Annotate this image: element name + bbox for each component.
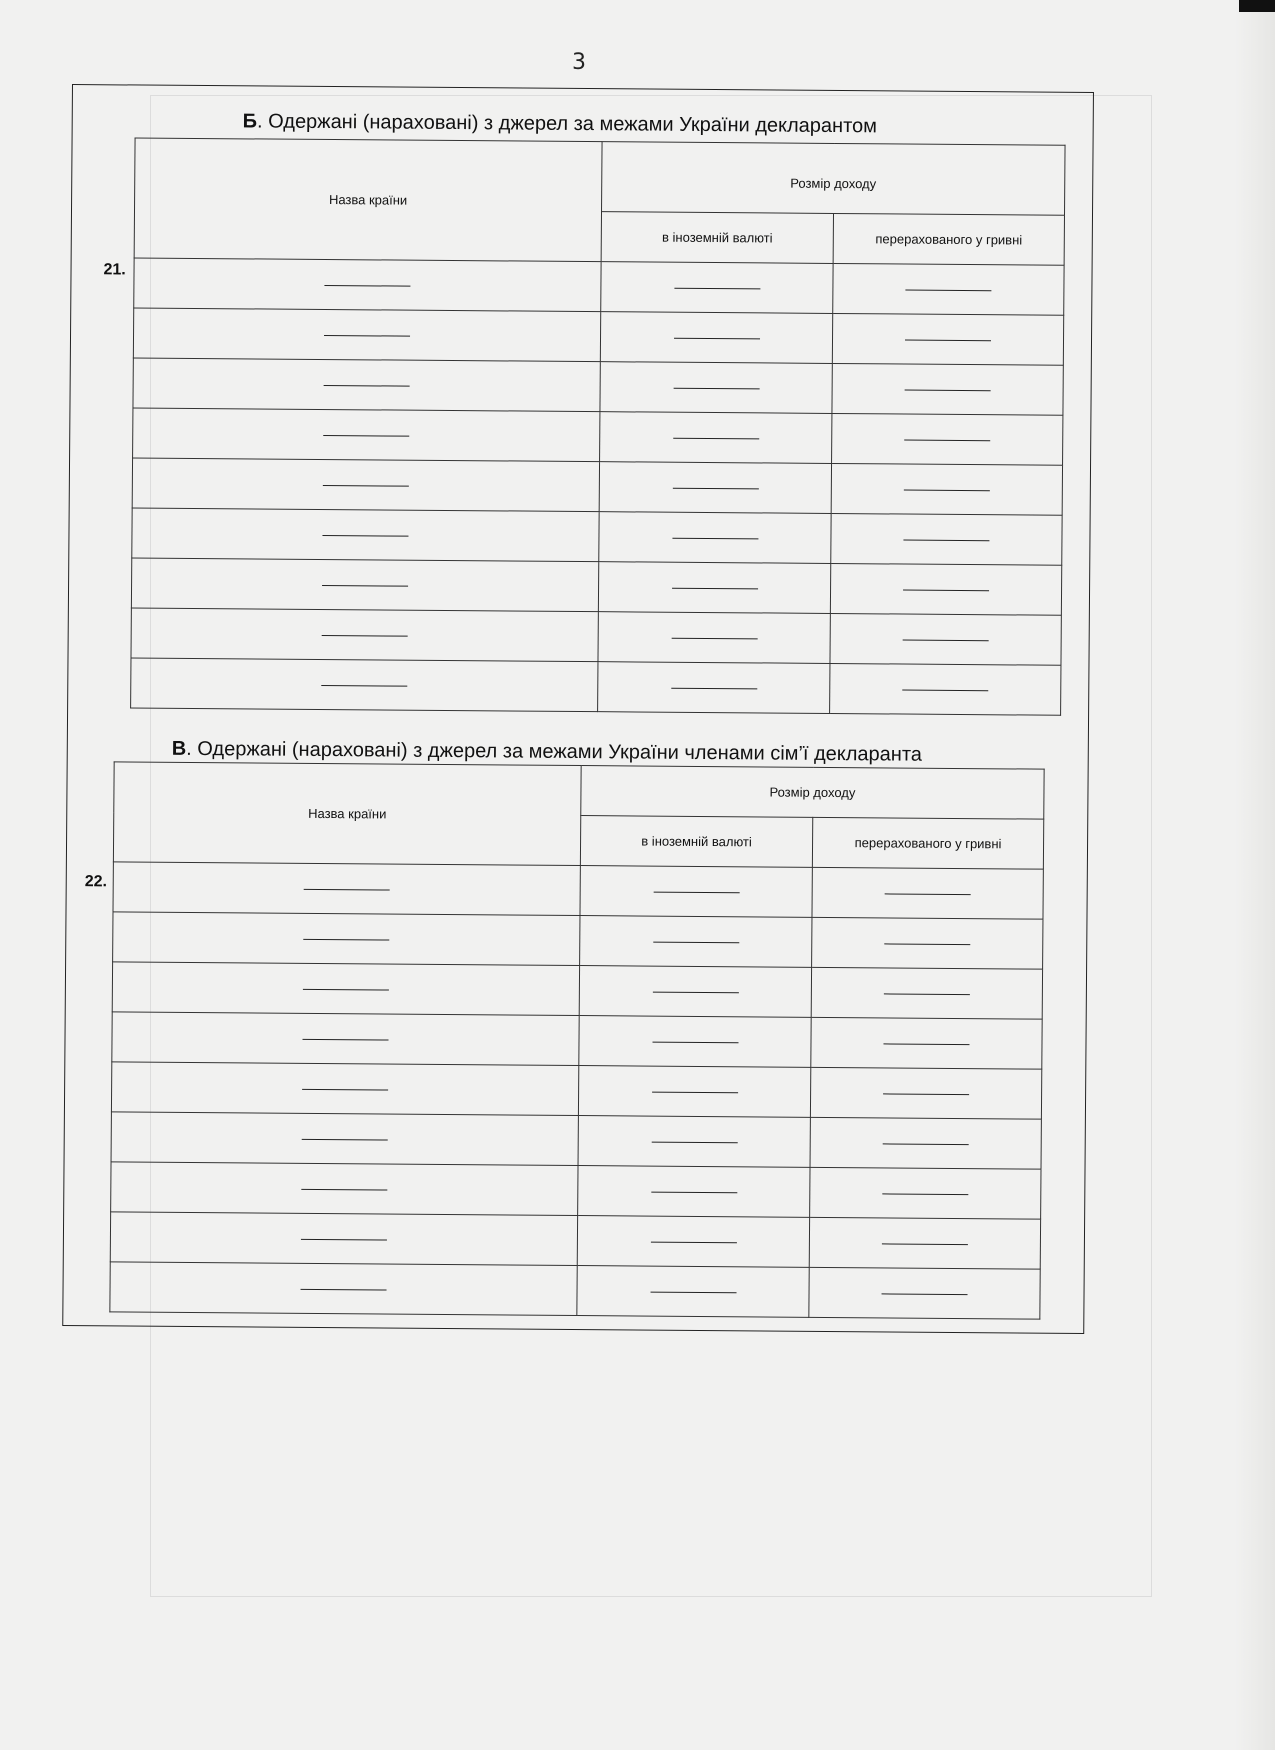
foreign-currency-header: в іноземній валюті [580, 816, 812, 868]
dash-blank [302, 1139, 388, 1141]
uah-cell[interactable] [811, 1017, 1042, 1069]
uah-cell[interactable] [833, 263, 1064, 315]
table-row [113, 912, 1043, 969]
foreign-currency-cell[interactable] [577, 1266, 809, 1318]
dash-blank [904, 490, 990, 492]
foreign-currency-cell[interactable] [598, 612, 830, 664]
uah-header: перерахованого у гривні [812, 817, 1043, 869]
scanner-corner-mark [1239, 0, 1275, 12]
dash-blank [884, 993, 970, 995]
foreign-currency-cell[interactable] [577, 1216, 809, 1268]
dash-blank [672, 588, 758, 590]
dash-blank [303, 939, 389, 941]
foreign-currency-cell[interactable] [600, 412, 832, 464]
country-cell[interactable] [111, 1062, 578, 1116]
country-cell[interactable] [133, 408, 600, 462]
table-row [110, 1262, 1040, 1319]
country-cell[interactable] [110, 1212, 577, 1266]
dash-blank [651, 1142, 737, 1144]
foreign-currency-cell[interactable] [600, 362, 832, 414]
dash-blank [882, 1193, 968, 1195]
foreign-currency-cell[interactable] [579, 1016, 811, 1068]
table-row [133, 308, 1063, 365]
foreign-currency-cell[interactable] [580, 916, 812, 968]
country-cell[interactable] [112, 1012, 579, 1066]
dash-blank [885, 893, 971, 895]
table-row [111, 1162, 1041, 1219]
dash-blank [652, 992, 738, 994]
dash-blank [301, 1239, 387, 1241]
uah-cell[interactable] [809, 1267, 1040, 1319]
dash-blank [882, 1243, 968, 1245]
dash-blank [671, 638, 757, 640]
row-number-22: 22. [84, 873, 108, 891]
country-cell[interactable] [132, 458, 599, 512]
dash-blank [322, 535, 408, 537]
dash-blank [905, 390, 991, 392]
dash-blank [653, 892, 739, 894]
uah-cell[interactable] [832, 313, 1063, 365]
table-row [131, 608, 1061, 665]
section-b-title [243, 110, 877, 138]
dash-blank [323, 435, 409, 437]
dash-blank [301, 1189, 387, 1191]
uah-cell[interactable] [831, 463, 1062, 515]
uah-cell[interactable] [832, 363, 1063, 415]
uah-cell[interactable] [809, 1217, 1040, 1269]
foreign-currency-cell[interactable] [599, 462, 831, 514]
country-cell[interactable] [133, 308, 600, 362]
foreign-currency-cell[interactable] [579, 966, 811, 1018]
dash-blank [905, 340, 991, 342]
dash-blank [905, 290, 991, 292]
dash-blank [650, 1292, 736, 1294]
table-row [112, 1012, 1042, 1069]
dash-blank [671, 688, 757, 690]
dash-blank [322, 585, 408, 587]
country-cell[interactable] [113, 912, 580, 966]
section-v-letter: В [171, 737, 187, 760]
foreign-currency-cell[interactable] [598, 562, 830, 614]
dash-blank [323, 485, 409, 487]
dash-blank [883, 1043, 969, 1045]
dash-blank [884, 943, 970, 945]
uah-cell[interactable] [832, 413, 1063, 465]
uah-cell[interactable] [810, 1167, 1041, 1219]
income-header: Розмір доходу [581, 766, 1044, 820]
country-header: Назва країни [113, 762, 581, 866]
foreign-currency-cell[interactable] [580, 866, 812, 918]
uah-cell[interactable] [831, 513, 1062, 565]
table-row [132, 508, 1062, 565]
table-row [112, 962, 1042, 1019]
dash-blank [301, 1289, 387, 1291]
country-cell[interactable] [111, 1112, 578, 1166]
dash-blank [674, 288, 760, 290]
section-v-title-text: . Одержані (нараховані) з джерел за межами України членами сім’ї декларанта [186, 737, 923, 766]
dash-blank [303, 989, 389, 991]
uah-header: перерахованого у гривні [833, 213, 1064, 265]
form-frame [62, 84, 1094, 1334]
country-header: Назва країни [134, 138, 602, 262]
uah-cell[interactable] [830, 663, 1061, 715]
dash-blank [302, 1089, 388, 1091]
uah-cell[interactable] [811, 967, 1042, 1019]
dash-blank [673, 438, 759, 440]
dash-blank [652, 1092, 738, 1094]
foreign-currency-header: в іноземній валюті [601, 212, 833, 264]
dash-blank [674, 338, 760, 340]
section-v-table [109, 761, 1044, 1319]
income-header: Розмір доходу [602, 142, 1066, 216]
dash-blank [652, 1042, 738, 1044]
section-b-table [130, 137, 1065, 715]
country-cell[interactable] [112, 962, 579, 1016]
country-cell[interactable] [134, 258, 601, 312]
dash-blank [902, 690, 988, 692]
country-cell[interactable] [133, 358, 600, 412]
dash-blank [324, 385, 410, 387]
uah-cell[interactable] [812, 867, 1043, 919]
table-row [133, 358, 1063, 415]
dash-blank [324, 335, 410, 337]
country-cell[interactable] [131, 608, 598, 662]
table-row [111, 1062, 1041, 1119]
table-row [133, 408, 1063, 465]
foreign-currency-cell[interactable] [599, 512, 831, 564]
table-row [131, 558, 1061, 615]
uah-cell[interactable] [812, 917, 1043, 969]
dash-blank [903, 640, 989, 642]
country-cell[interactable] [132, 508, 599, 562]
table-row [131, 658, 1061, 715]
row-number-21: 21. [103, 261, 126, 279]
dash-blank [904, 440, 990, 442]
dash-blank [903, 590, 989, 592]
table-row [134, 258, 1064, 315]
country-cell[interactable] [131, 658, 598, 712]
section-b-letter: Б [242, 110, 258, 133]
foreign-currency-cell[interactable] [601, 262, 833, 314]
dash-blank [672, 538, 758, 540]
table-row [113, 862, 1043, 919]
dash-blank [883, 1093, 969, 1095]
dash-blank [302, 1039, 388, 1041]
dash-blank [653, 942, 739, 944]
section-b-title-text: . Одержані (нараховані) з джерел за межами України декларантом [257, 110, 878, 138]
foreign-currency-cell[interactable] [600, 312, 832, 364]
foreign-currency-cell[interactable] [578, 1066, 810, 1118]
foreign-currency-cell[interactable] [578, 1166, 810, 1218]
table-row [110, 1212, 1040, 1269]
uah-cell[interactable] [830, 613, 1061, 665]
table-row [111, 1112, 1041, 1169]
dash-blank [903, 540, 989, 542]
uah-cell[interactable] [810, 1067, 1041, 1119]
uah-cell[interactable] [810, 1117, 1041, 1169]
foreign-currency-cell[interactable] [598, 662, 830, 714]
dash-blank [304, 889, 390, 891]
uah-cell[interactable] [830, 563, 1061, 615]
dash-blank [324, 285, 410, 287]
page-number: 3 [572, 50, 586, 75]
foreign-currency-cell[interactable] [578, 1116, 810, 1168]
dash-blank [321, 685, 407, 687]
dash-blank [673, 388, 759, 390]
dash-blank [651, 1192, 737, 1194]
page-edge-shadow [1235, 0, 1275, 1750]
country-cell[interactable] [131, 558, 598, 612]
table-row [132, 458, 1062, 515]
dash-blank [882, 1293, 968, 1295]
dash-blank [883, 1143, 969, 1145]
country-cell[interactable] [110, 1262, 577, 1316]
country-cell[interactable] [111, 1162, 578, 1216]
dash-blank [672, 488, 758, 490]
dash-blank [322, 635, 408, 637]
country-cell[interactable] [113, 862, 580, 916]
dash-blank [650, 1242, 736, 1244]
